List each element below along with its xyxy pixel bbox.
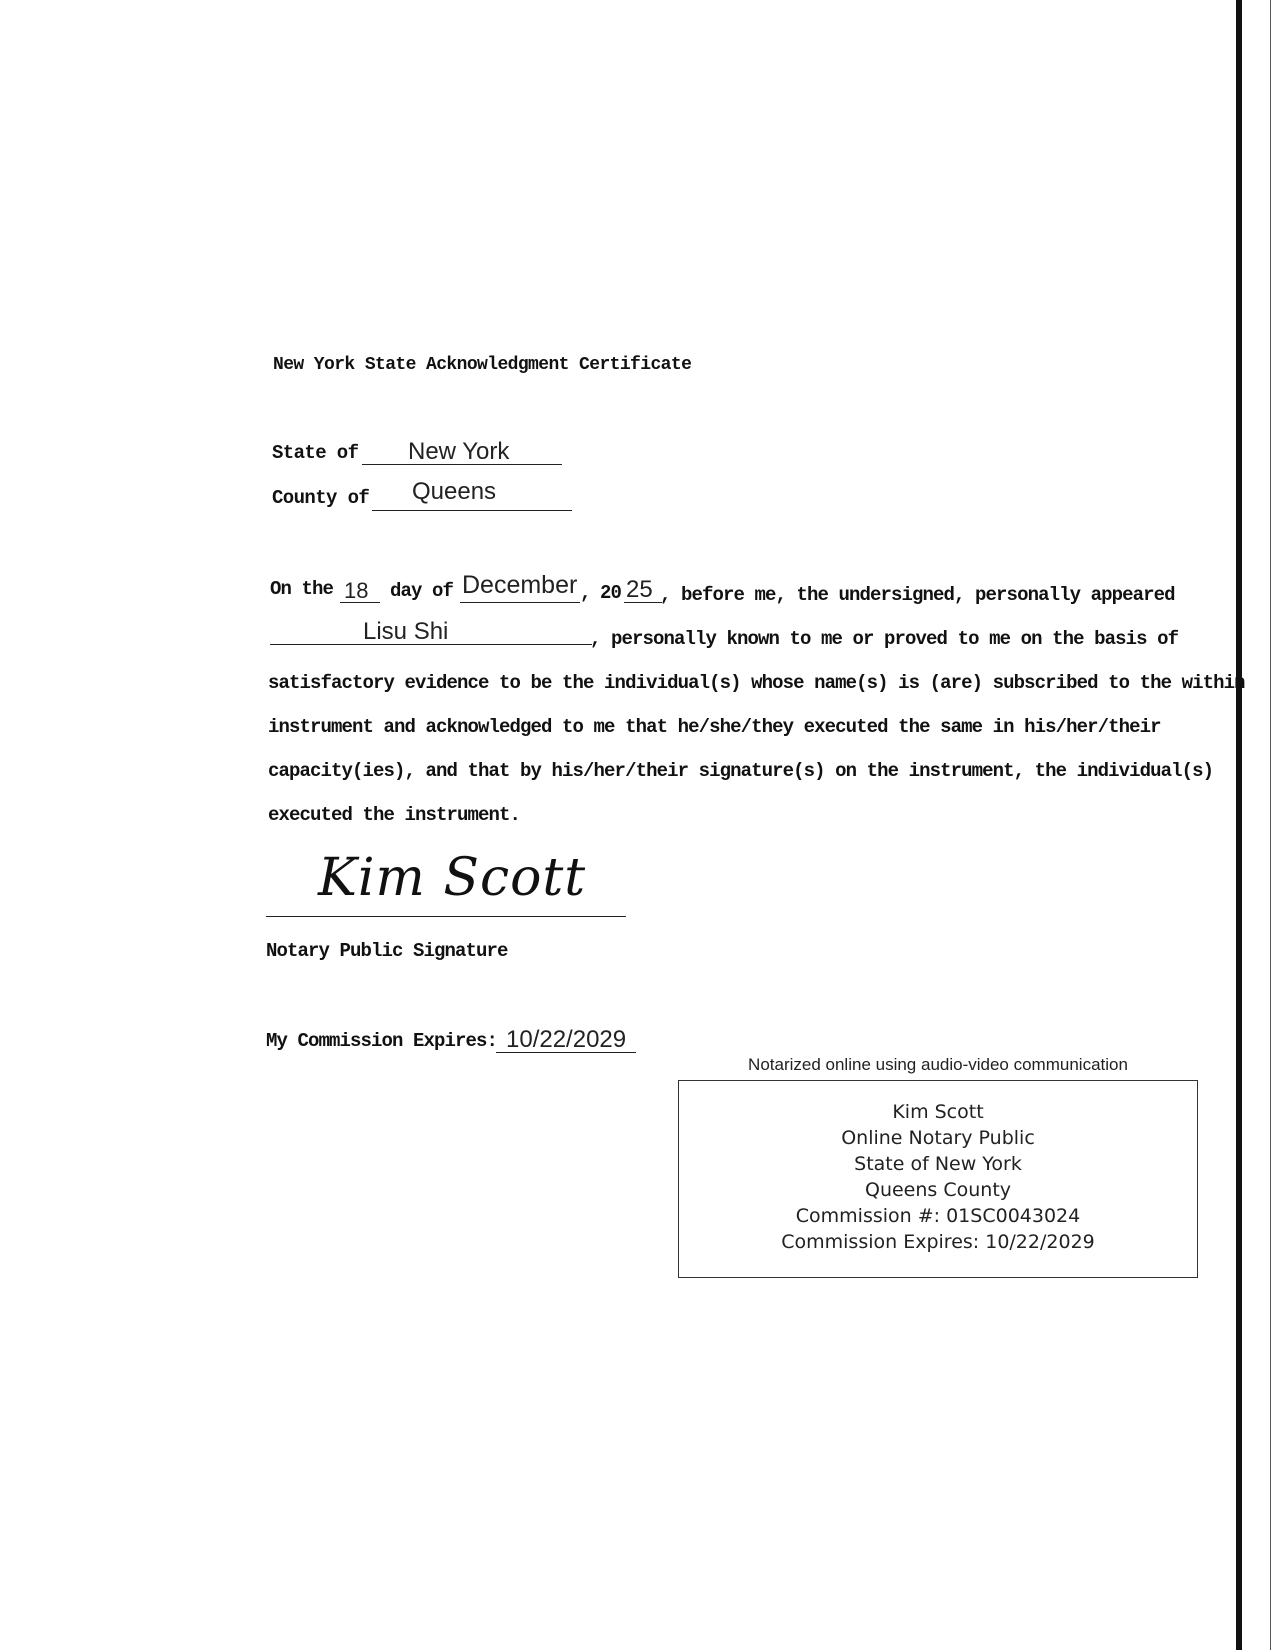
stamp-caption: Notarized online using audio-video communication xyxy=(748,1055,1128,1074)
scan-edge-line xyxy=(1270,0,1271,1650)
on-the-text: On the xyxy=(270,578,334,600)
day-of-text: day of xyxy=(390,580,454,602)
stamp-title: Online Notary Public xyxy=(841,1127,1035,1149)
commission-value: 10/22/2029 xyxy=(506,1026,627,1053)
signature-label: Notary Public Signature xyxy=(266,940,508,962)
notary-stamp-box xyxy=(678,1080,1198,1278)
stamp-commission-number: Commission #: 01SC0043024 xyxy=(795,1205,1081,1227)
after-name-text: , personally known to me or proved to me on the basis of xyxy=(590,628,1179,650)
paragraph-line-6: executed the instrument. xyxy=(268,804,521,826)
scan-edge-bar xyxy=(1236,0,1242,1650)
appeared-name: Lisu Shi xyxy=(363,618,449,645)
paragraph-line-3: satisfactory evidence to be the individual(s) whose name(s) is (are) subscribed to the within xyxy=(268,672,1245,694)
signature-line xyxy=(266,880,626,917)
commission-label: My Commission Expires: xyxy=(266,1030,498,1052)
day-value: 18 xyxy=(344,578,369,603)
year-prefix: 20 xyxy=(600,582,622,604)
year-value: 25 xyxy=(626,576,653,603)
state-label: State of xyxy=(272,442,359,464)
stamp-commission-expires: Commission Expires: 10/22/2029 xyxy=(781,1231,1095,1253)
stamp-county: Queens County xyxy=(864,1179,1012,1201)
county-label: County of xyxy=(272,487,370,509)
after-year-text: , before me, the undersigned, personally appeared xyxy=(660,584,1175,606)
stamp-state: State of New York xyxy=(854,1153,1022,1175)
month-value: December xyxy=(462,571,578,599)
stamp-name: Kim Scott xyxy=(892,1101,984,1123)
state-value: New York xyxy=(408,438,510,465)
paragraph-line-4: instrument and acknowledged to me that he/she/they executed the same in his/her/their xyxy=(268,716,1161,738)
paragraph-line-5: capacity(ies), and that by his/her/their signature(s) on the instrument, the individual(s) xyxy=(268,760,1214,782)
county-value: Queens xyxy=(412,478,497,505)
document-title: New York State Acknowledgment Certificate xyxy=(273,355,692,375)
notary-signature: Kim Scott xyxy=(318,848,587,908)
month-comma: , xyxy=(580,582,591,604)
